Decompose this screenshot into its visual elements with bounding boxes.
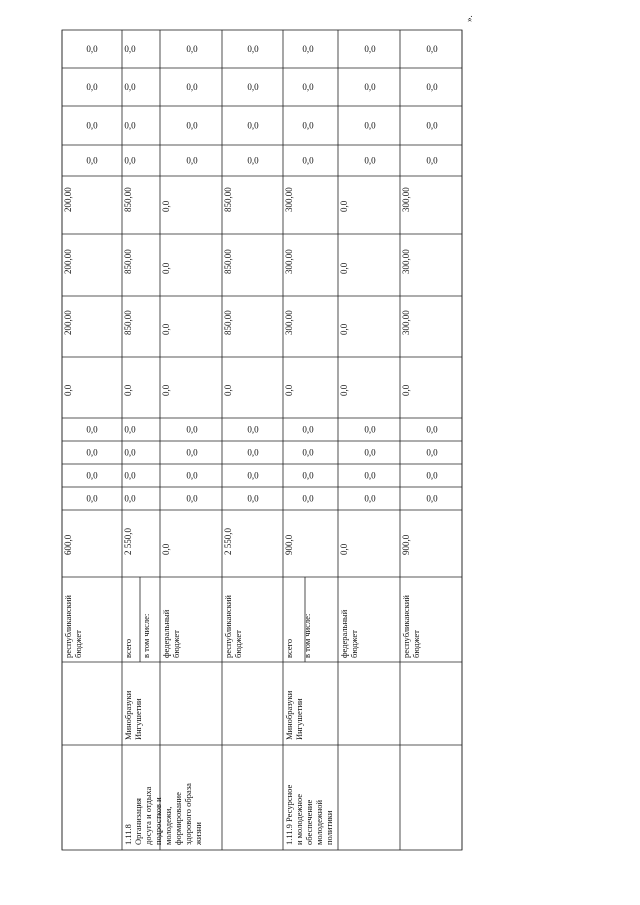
year-b-value: 0,0 [161, 323, 171, 335]
year-b-value: 0,0 [123, 384, 133, 396]
year-a-value: 0,0 [247, 424, 259, 435]
year-c-value: 0,0 [186, 44, 198, 54]
year-c-value: 0,0 [302, 155, 314, 166]
funding-source-line: бюджет [233, 630, 243, 658]
year-b-value: 300,00 [284, 187, 294, 212]
year-b-value: 200,00 [63, 187, 73, 212]
program-name-line: формирование [173, 792, 183, 845]
funding-source [223, 595, 243, 658]
year-a-value: 0,0 [364, 424, 376, 435]
year-c-value: 0,0 [247, 120, 259, 131]
program-name-line: жизни [193, 822, 203, 845]
funding-source: всего [284, 638, 294, 658]
total-value: 0,0 [339, 543, 349, 555]
year-a-value: 0,0 [426, 447, 438, 458]
year-a-value: 0,0 [124, 470, 136, 481]
program-name-line: и молодежное [294, 793, 304, 845]
funding-source-line: федеральный [161, 609, 171, 658]
year-c-value: 0,0 [426, 82, 438, 92]
year-b-value: 850,00 [123, 249, 133, 274]
year-a-value: 0,0 [247, 447, 259, 458]
total-value: 0,0 [161, 543, 171, 555]
funding-source-line: республиканский [401, 595, 411, 658]
funding-source-line: бюджет [73, 630, 83, 658]
year-a-value: 0,0 [86, 424, 98, 435]
funding-source: всего [123, 638, 133, 658]
year-a-value: 0,0 [86, 470, 98, 481]
funding-source [63, 595, 83, 658]
year-a-value: 0,0 [426, 424, 438, 435]
year-b-value: 300,00 [284, 249, 294, 274]
executor-name-line: Минобразуки [123, 690, 133, 740]
program-name-line: здорового образа [183, 783, 193, 845]
year-b-value: 0,0 [339, 323, 349, 335]
program-name-line: подростков и [153, 797, 163, 845]
executor-name-line: Ингушетии [133, 698, 143, 740]
year-c-value: 0,0 [86, 82, 98, 92]
year-a-value: 0,0 [186, 447, 198, 458]
year-c-value: 0,0 [364, 155, 376, 166]
year-a-value: 0,0 [302, 470, 314, 481]
year-c-value: 0,0 [426, 120, 438, 131]
year-a-value: 0,0 [186, 493, 198, 504]
total-value: 600,0 [63, 534, 73, 555]
year-b-value: 850,00 [223, 310, 233, 335]
year-c-value: 0,0 [124, 155, 136, 166]
year-a-value: 0,0 [302, 447, 314, 458]
year-c-value: 0,0 [247, 155, 259, 166]
funding-source-line: республиканский [223, 595, 233, 658]
program-name [123, 783, 203, 846]
funding-source-sub: в том числе: [302, 613, 312, 658]
year-b-value: 0,0 [63, 384, 73, 396]
total-value: 2 550,0 [123, 528, 133, 555]
year-a-value: 0,0 [426, 493, 438, 504]
year-b-value: 0,0 [161, 200, 171, 212]
year-c-value: 0,0 [247, 44, 259, 54]
funding-source-line: бюджет [171, 630, 181, 658]
funding-source [401, 595, 421, 658]
program-name-line: Организация [133, 798, 143, 845]
year-c-value: 0,0 [186, 82, 198, 92]
year-c-value: 0,0 [302, 82, 314, 92]
year-c-value: 0,0 [86, 44, 98, 54]
year-a-value: 0,0 [124, 493, 136, 504]
funding-source [161, 609, 181, 658]
total-value: 900,0 [284, 534, 294, 555]
year-c-value: 0,0 [302, 120, 314, 131]
year-b-value: 0,0 [223, 384, 233, 396]
executor-name-line: Минобразуки [284, 690, 294, 740]
year-a-value: 0,0 [124, 424, 136, 435]
program-name-line: 1.11.8 [123, 824, 133, 845]
year-c-value: 0,0 [364, 44, 376, 54]
year-a-value: 0,0 [124, 447, 136, 458]
year-b-value: 0,0 [161, 384, 171, 396]
funding-source [339, 609, 359, 658]
year-a-value: 0,0 [247, 470, 259, 481]
year-c-value: 0,0 [364, 82, 376, 92]
year-a-value: 0,0 [86, 493, 98, 504]
year-b-value: 300,00 [284, 310, 294, 335]
funding-source-line: федеральный [339, 609, 349, 658]
executor-name [284, 690, 304, 740]
total-value: 900,0 [401, 534, 411, 555]
year-c-value: 0,0 [124, 120, 136, 131]
year-c-value: 0,0 [364, 120, 376, 131]
year-a-value: 0,0 [186, 470, 198, 481]
year-c-value: 0,0 [247, 82, 259, 92]
program-name-line: обеспечение [304, 799, 314, 845]
funding-source-line: бюджет [349, 630, 359, 658]
year-c-value: 0,0 [186, 155, 198, 166]
year-b-value: 0,0 [401, 384, 411, 396]
year-c-value: 0,0 [86, 120, 98, 131]
year-b-value: 300,00 [401, 310, 411, 335]
year-c-value: 0,0 [426, 44, 438, 54]
year-b-value: 850,00 [223, 187, 233, 212]
year-b-value: 200,00 [63, 249, 73, 274]
program-name-line: молодежной [314, 799, 324, 845]
funding-source-sub: в том числе: [141, 613, 151, 658]
year-a-value: 0,0 [247, 493, 259, 504]
year-a-value: 0,0 [186, 424, 198, 435]
program-name-line: 1.11.9 Ресурсное [284, 784, 294, 845]
year-c-value: 0,0 [426, 155, 438, 166]
funding-source-line: бюджет [411, 630, 421, 658]
total-value: 2 550,0 [223, 528, 233, 555]
table-grid [62, 30, 462, 850]
program-name [284, 785, 334, 845]
year-c-value: 0,0 [302, 44, 314, 54]
year-c-value: 0,0 [86, 155, 98, 166]
year-b-value: 200,00 [63, 310, 73, 335]
year-a-value: 0,0 [302, 493, 314, 504]
year-b-value: 850,00 [123, 187, 133, 212]
year-b-value: 0,0 [339, 384, 349, 396]
year-b-value: 850,00 [223, 249, 233, 274]
year-b-value: 850,00 [123, 310, 133, 335]
year-a-value: 0,0 [364, 447, 376, 458]
closing-quote: ». [464, 15, 474, 22]
year-b-value: 300,00 [401, 187, 411, 212]
funding-source-line: республиканский [63, 595, 73, 658]
year-b-value: 0,0 [339, 200, 349, 212]
year-a-value: 0,0 [86, 447, 98, 458]
year-b-value: 0,0 [161, 262, 171, 274]
executor-name [123, 690, 143, 740]
year-b-value: 0,0 [284, 384, 294, 396]
program-name-line: молодежи, [163, 806, 173, 845]
year-c-value: 0,0 [124, 44, 136, 54]
program-name-line: политики [324, 810, 334, 845]
year-b-value: 300,00 [401, 249, 411, 274]
year-a-value: 0,0 [302, 424, 314, 435]
year-c-value: 0,0 [186, 120, 198, 131]
year-a-value: 0,0 [364, 493, 376, 504]
program-name-line: досуга и отдыха [143, 786, 153, 845]
year-a-value: 0,0 [426, 470, 438, 481]
year-b-value: 0,0 [339, 262, 349, 274]
year-a-value: 0,0 [364, 470, 376, 481]
executor-name-line: Ингушетии [294, 698, 304, 740]
year-c-value: 0,0 [124, 82, 136, 92]
